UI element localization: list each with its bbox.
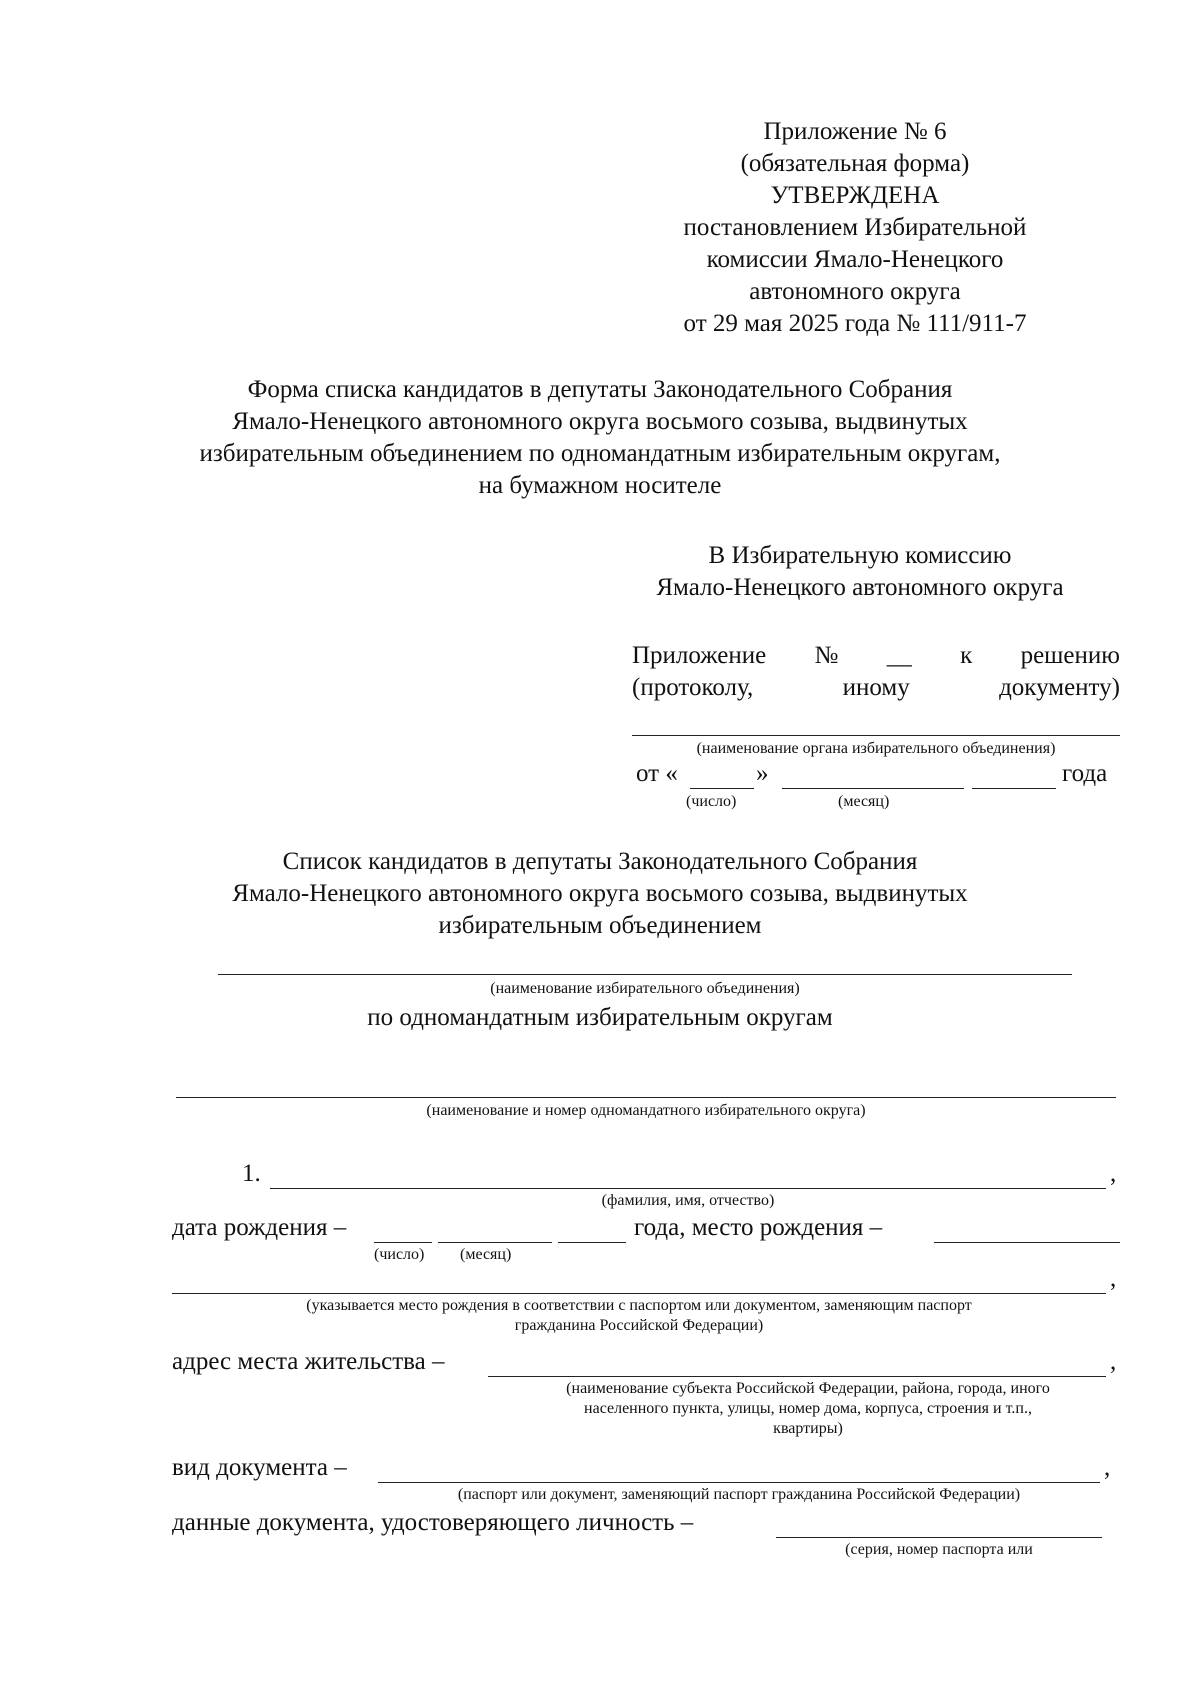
doc-data-line: [776, 1537, 1102, 1538]
birth-date-label: дата рождения –: [172, 1214, 347, 1241]
annex-month-line: [782, 788, 964, 789]
addressee-line: Ямало-Ненецкого автономного округа: [656, 574, 1064, 601]
birth-month-hint: (месяц): [460, 1246, 512, 1263]
doc-type-comma: ,: [1104, 1454, 1111, 1481]
list-title-line: Список кандидатов в депутаты Законодательного Собрания: [282, 848, 918, 875]
birth-month-line: [438, 1242, 552, 1243]
org-name-hint: (наименование органа избирательного объединения): [696, 740, 1056, 757]
approval-commission: комиссии Ямало-Ненецкого: [706, 246, 1004, 273]
address-line: [488, 1376, 1106, 1377]
form-title-line: Форма списка кандидатов в депутаты Законодательного Собрания: [247, 376, 953, 403]
org-name-line: [632, 735, 1120, 736]
birthplace-comma: ,: [1110, 1265, 1117, 1292]
annex-line-2: [632, 672, 1120, 704]
assoc-name-hint: (наименование избирательного объединения): [490, 980, 800, 997]
birth-day-line: [374, 1242, 432, 1243]
list-title-line: избирательным объединением: [438, 912, 762, 939]
approval-approved: УТВЕРЖДЕНА: [770, 182, 940, 209]
approval-date-number: от 29 мая 2025 года № 111/911-7: [683, 310, 1027, 337]
annex-year-line: [972, 788, 1056, 789]
birthplace-hint: [172, 1296, 1106, 1336]
birth-year-and-place-label: года, место рождения –: [634, 1214, 883, 1241]
birth-year-line: [558, 1242, 626, 1243]
annex-word: иному: [842, 674, 910, 701]
annex-word: документу): [999, 674, 1120, 701]
annex-from: от «: [636, 760, 678, 787]
form-title: [150, 374, 1050, 502]
birthplace-line-1: [934, 1242, 1120, 1243]
birth-day-hint: (число): [374, 1246, 425, 1263]
annex-number-blank: __: [886, 642, 912, 669]
annex-word: решению: [1020, 642, 1120, 669]
doc-data-label: данные документа, удостоверяющего личность –: [172, 1509, 694, 1536]
approval-resolution: постановлением Избирательной: [683, 214, 1027, 241]
approval-block: [660, 116, 1050, 340]
annex-line-1: [632, 640, 1120, 672]
annex-word: №: [814, 642, 839, 669]
list-title-line: Ямало-Ненецкого автономного округа восьмого созыва, выдвинутых: [232, 880, 968, 907]
birthplace-line-2: [172, 1293, 1106, 1294]
district-name-line: [176, 1097, 1116, 1098]
address-hint: [488, 1379, 1128, 1439]
approval-annex-number: Приложение № 6: [763, 118, 947, 145]
form-title-line: Ямало-Ненецкого автономного округа восьмого созыва, выдвинутых: [232, 408, 968, 435]
doc-data-hint: (серия, номер паспорта или: [845, 1541, 1033, 1558]
annex-day-hint: (число): [686, 793, 737, 810]
candidate-number: 1.: [242, 1160, 261, 1187]
annex-word: (протоколу,: [632, 674, 754, 701]
form-title-line: избирательным объединением по одномандатным избирательным округам,: [199, 440, 1001, 467]
list-title: [150, 846, 1050, 942]
doc-type-hint: (паспорт или документ, заменяющий паспорт гражданина Российской Федерации): [457, 1486, 1021, 1503]
candidate-name-comma: ,: [1110, 1160, 1117, 1187]
birthplace-hint-line: гражданина Российской Федерации): [514, 1317, 764, 1334]
annex-close-quote: »: [756, 760, 769, 787]
annex-year-word: года: [1062, 760, 1108, 787]
list-title-districts: по одномандатным избирательным округам: [367, 1004, 833, 1031]
approval-okrug: автономного округа: [749, 278, 961, 305]
approval-form-type: (обязательная форма): [740, 150, 970, 177]
address-hint-line: (наименование субъекта Российской Федерации, района, города, иного: [566, 1380, 1050, 1397]
address-comma: ,: [1110, 1348, 1117, 1375]
address-label: адрес места жительства –: [172, 1348, 445, 1375]
candidate-name-hint: (фамилия, имя, отчество): [601, 1192, 775, 1209]
annex-word: к: [960, 642, 973, 669]
district-name-hint: (наименование и номер одномандатного избирательного округа): [426, 1102, 866, 1119]
annex-day-line: [690, 788, 754, 789]
annex-word: Приложение: [632, 642, 767, 669]
address-hint-line: квартиры): [773, 1420, 843, 1437]
doc-type-line: [378, 1482, 1100, 1483]
doc-type-label: вид документа –: [172, 1454, 347, 1481]
addressee-line: В Избирательную комиссию: [708, 542, 1012, 569]
birthplace-hint-line: (указывается место рождения в соответствии с паспортом или документом, заменяющим паспорт: [306, 1297, 972, 1314]
form-title-line: на бумажном носителе: [478, 472, 722, 499]
candidate-name-line: [270, 1188, 1106, 1189]
address-hint-line: населенного пункта, улицы, номер дома, корпуса, строения и т.п.,: [584, 1400, 1032, 1417]
annex-month-hint: (месяц): [838, 793, 890, 810]
assoc-name-line: [218, 974, 1072, 975]
addressee-block: [620, 540, 1100, 604]
